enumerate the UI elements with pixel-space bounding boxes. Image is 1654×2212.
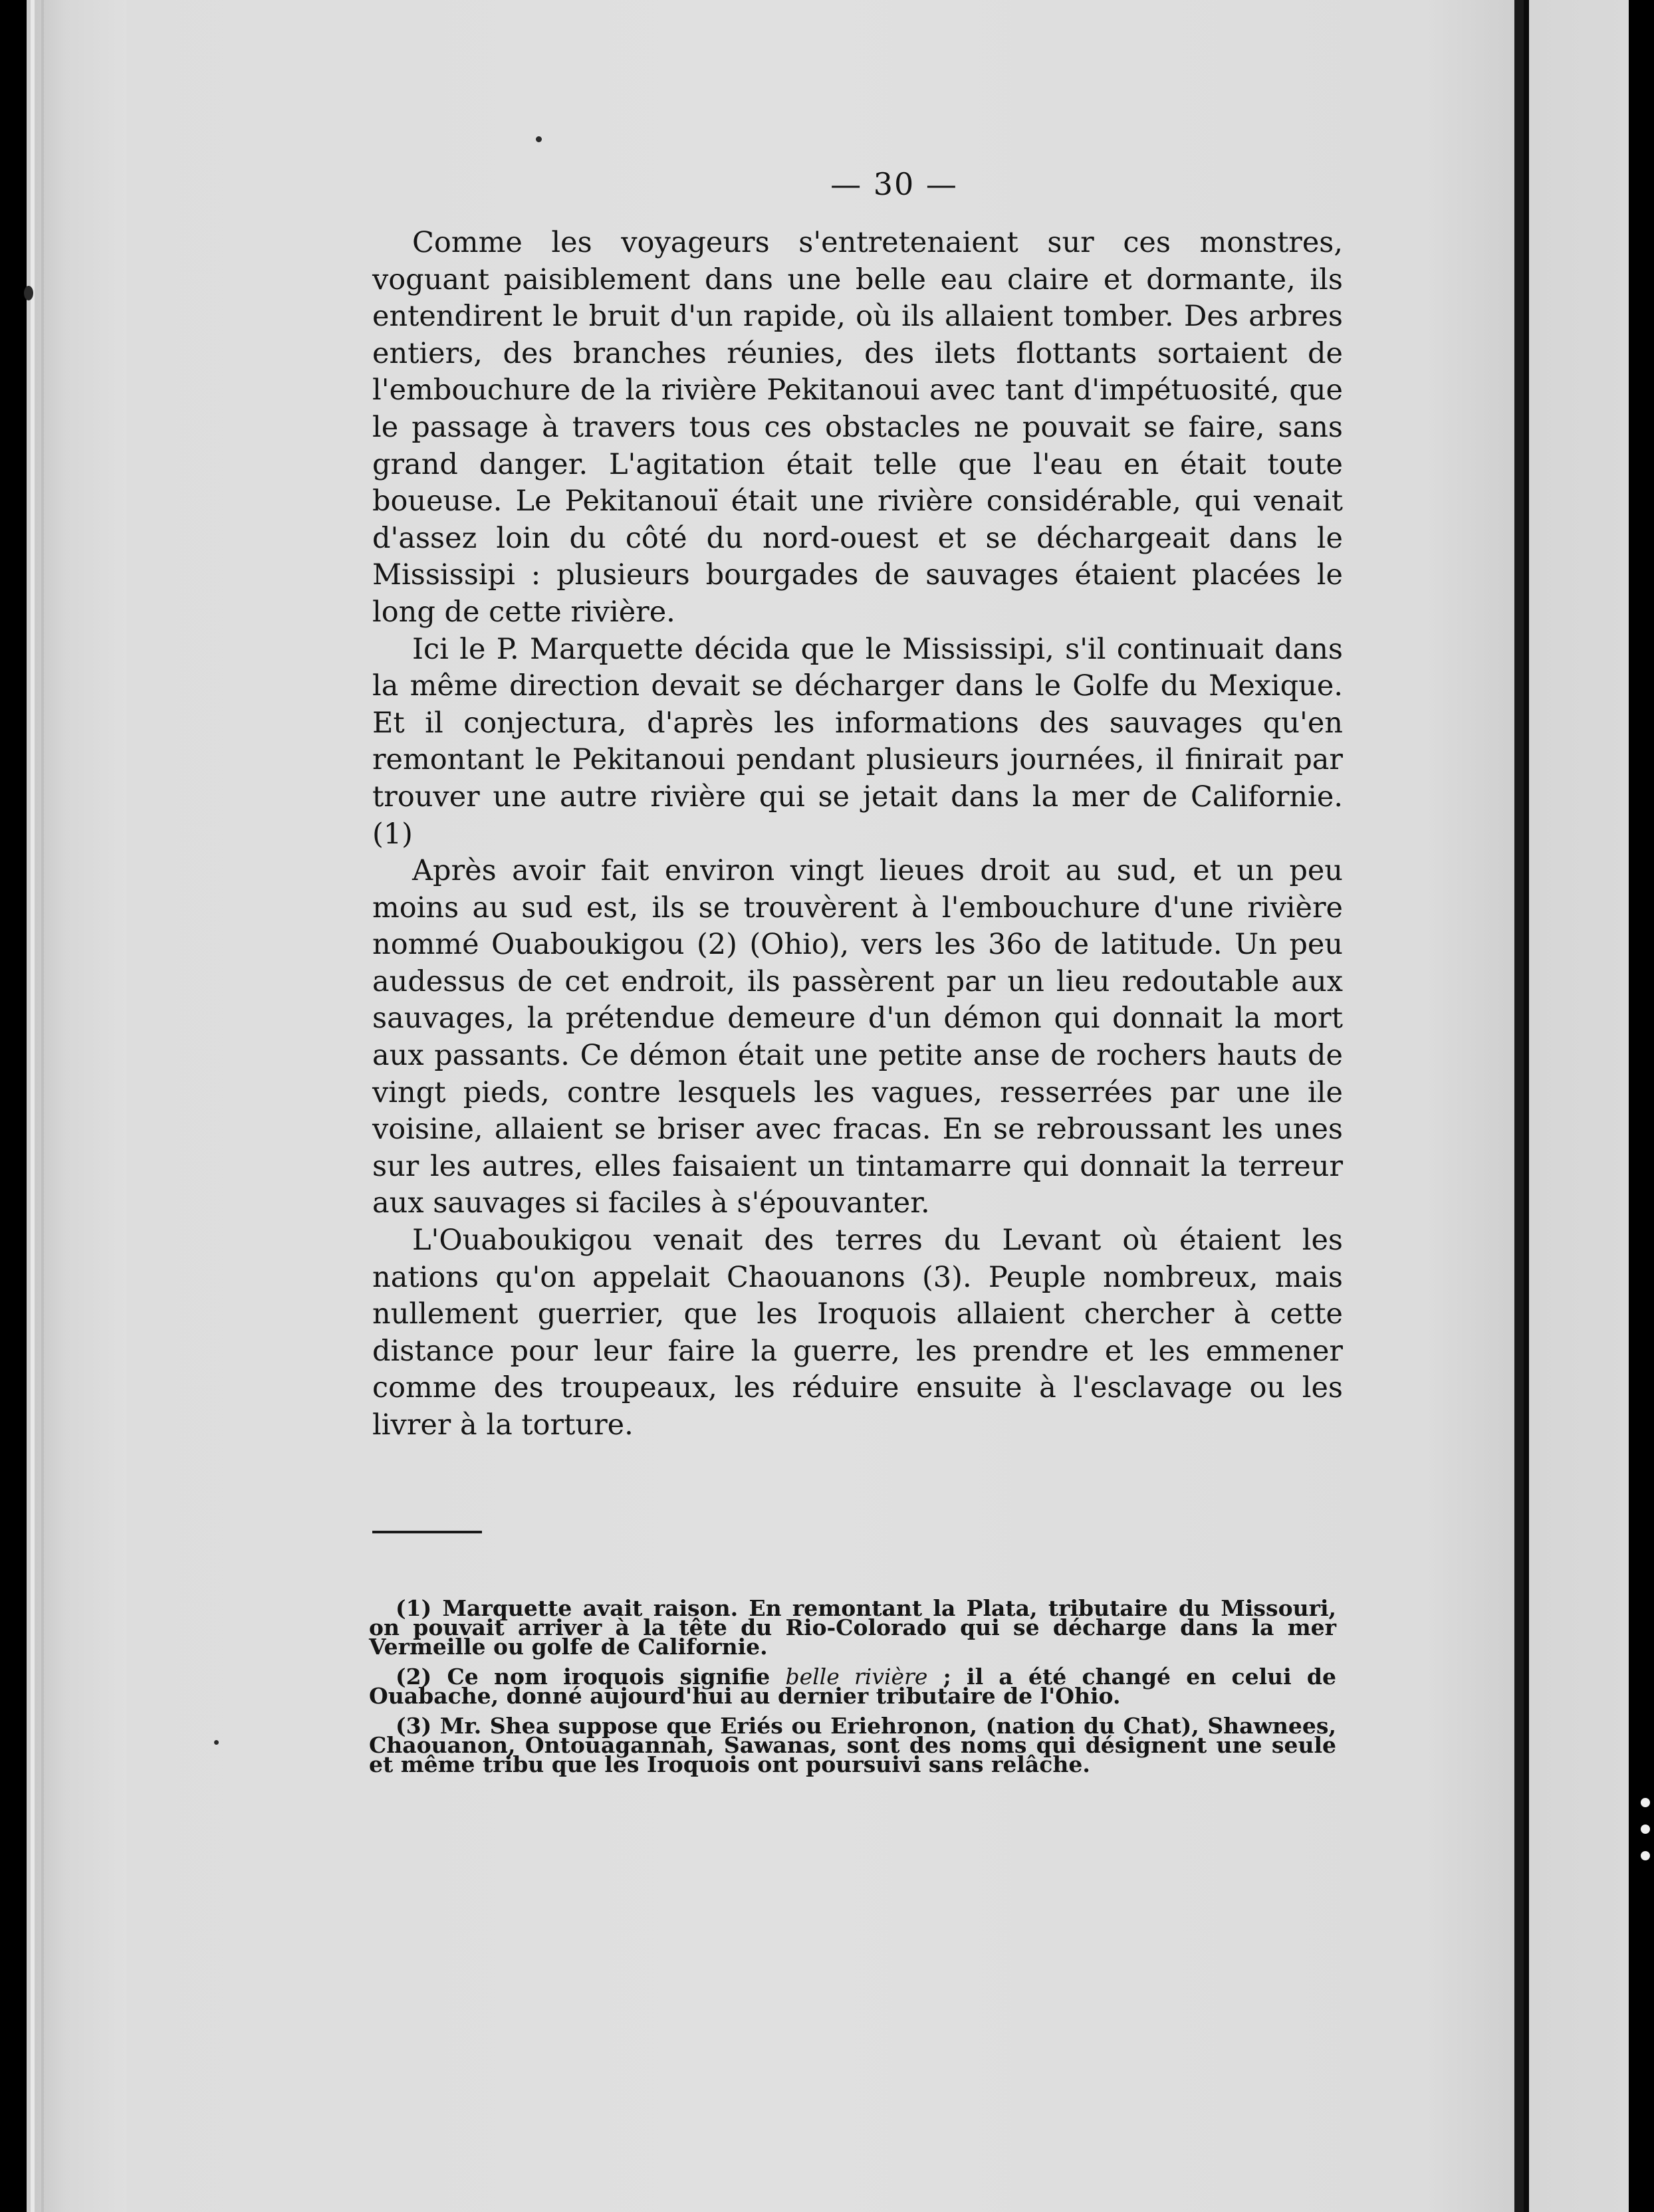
scan-speck [1641,1798,1650,1807]
page-binding-edge [27,0,126,2212]
scan-speck [1641,1825,1650,1834]
scan-speck [536,136,542,142]
adjacent-page-edge [1524,0,1629,2212]
scan-speck [24,286,33,300]
page-text-block [372,166,1343,1444]
footnote-3: (3) Mr. Shea suppose que Eriés ou Eriehronon, (nation du Chat), Shawnees, Chaouanon, Ontouagannah, Sawanas, sont des noms qui désignent une seule et même tribu que les Iroquois ont poursuivi sans relâche. [369,1713,1336,1777]
page-number: — 30 — [830,166,958,202]
footnote-2-italic-term: belle rivière [785,1664,928,1690]
footnote-separator [372,1531,482,1533]
paragraph: Ici le P. Marquette décida que le Mississipi, s'il continuait dans la même direction devait se décharger dans le Golfe du Mexique. Et il conjectura, d'après les informations des sauvages qu'en remontant le Pekitanoui pendant plusieurs journées, il finirait par trouver une autre rivière qui se jetait dans la mer de Californie. (1) [372,632,1343,851]
footnotes [369,1595,1336,1785]
paragraph: Après avoir fait environ vingt lieues droit au sud, et un peu moins au sud est, ils se trouvèrent à l'embouchure d'une rivière nommé Ouaboukigou (2) (Ohio), vers les 36o de latitude. Un peu audessus de cet endroit, ils passèrent par un lieu redoutable aux sauvages, la prétendue demeure d'un démon qui donnait la mort aux passants. Ce démon était une petite anse de rochers hauts de vingt pieds, contre lesquels les vagues, resserrées par une ile voisine, allaient se briser avec fracas. En se rebroussant les unes sur les autres, elles faisaient un tintamarre qui donnait la terreur aux sauvages si faciles à s'épouvanter. [372,854,1343,1220]
footnote-1: (1) Marquette avait raison. En remontant la Plata, tributaire du Missouri, on pouvait arriver à la tête du Rio-Colorado qui se décharge dans la mer Vermeille ou golfe de Californie. [369,1595,1336,1660]
paragraph: Comme les voyageurs s'entretenaient sur ces monstres, voguant paisiblement dans une belle eau claire et dormante, ils entendirent le bruit d'un rapide, où ils allaient tomber. Des arbres entiers, des branches réunies, des ilets flottants sortaient de l'embouchure de la rivière Pekitanoui avec tant d'impétuosité, que le passage à travers tous ces obstacles ne pouvait se faire, sans grand danger. L'agitation était telle que l'eau en était toute boueuse. Le Pekitanouï était une rivière considérable, qui venait d'assez loin du côté du nord-ouest et se déchargeait dans le Mississipi : plusieurs bourgades de sauvages étaient placées le long de cette rivière. [372,226,1343,629]
paragraph: L'Ouaboukigou venait des terres du Levant où étaient les nations qu'on appelait Chaouanons (3). Peuple nombreux, mais nullement guerrier, que les Iroquois allaient chercher à cette distance pour leur faire la guerre, les prendre et les emmener comme des troupeaux, les réduire ensuite à l'esclavage ou les livrer à la torture. [372,1224,1343,1442]
footnote-2 [369,1664,1336,1709]
scan-speck [1641,1851,1650,1860]
footnote-2-text-start: (2) Ce nom iroquois signifie [396,1664,786,1690]
page-gutter [1514,0,1524,2212]
scan-speck [214,1740,219,1745]
footnote-2-text-end: ; il a été changé en celui de Ouabache, donné aujourd'hui au dernier tributaire de l'Ohio. [369,1664,1336,1709]
body-text [372,225,1343,1444]
